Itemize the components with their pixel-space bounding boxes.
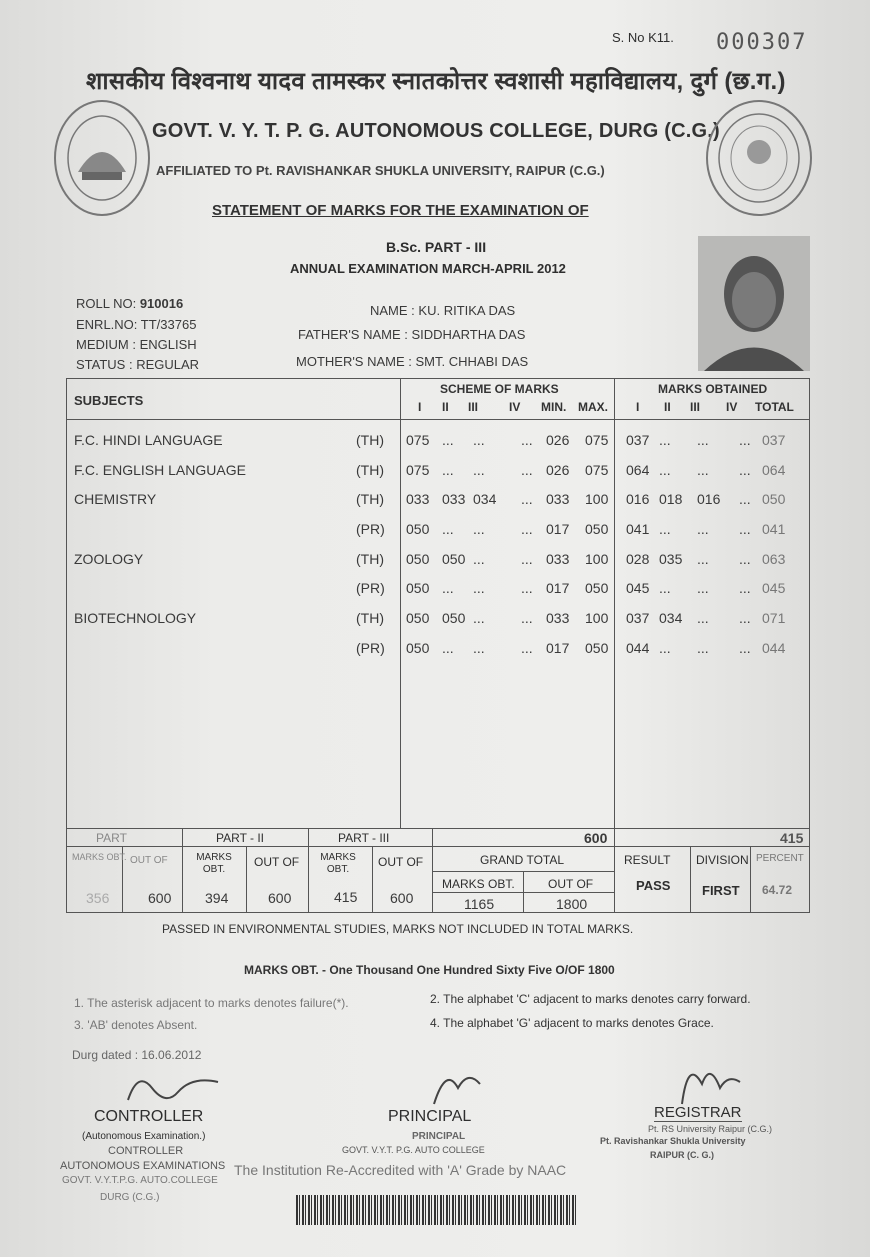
cell-obtained-3: ... [697,551,709,567]
scheme-col-2: II [442,400,449,414]
cell-scheme-3: ... [473,640,485,656]
controller-stamp-line-1: CONTROLLER [108,1145,184,1157]
p3-out-header: OUT OF [378,855,424,869]
medium-value: ENGLISH [139,337,197,352]
naac-accreditation: The Institution Re-Accredited with 'A' Grade by NAAC [234,1162,567,1178]
cell-type: (TH) [356,610,384,626]
cell-scheme-4: ... [521,640,533,656]
cell-scheme-4: ... [521,580,533,596]
hindi-title: शासकीय विश्वनाथ यादव तामस्कर स्नातकोत्तर स्वशासी महाविद्यालय, दुर्ग (छ.ग.) [86,68,786,95]
cell-obtained-4: ... [739,462,751,478]
result-label: RESULT [624,853,671,867]
note-2: 2. The alphabet 'C' adjacent to marks denotes carry forward. [430,992,751,1006]
grand-out-header: OUT OF [548,877,594,891]
roll-number: 910016 [139,296,184,311]
grand-obt-header: MARKS OBT. [442,877,515,891]
scheme-col-3: III [468,400,479,414]
student-photo [698,236,810,371]
part-iii-label: PART - III [338,831,390,845]
cell-scheme-min: 026 [546,462,570,478]
cell-subject: CHEMISTRY [74,491,157,507]
cell-obtained-total-cell: 037 [762,432,786,448]
p2-obt-header: MARKS OBT. [196,852,232,875]
obtained-total: 415 [780,830,804,846]
p1-out: 600 [148,890,172,906]
registrar-stamp-line-3: RAIPUR (C. G.) [650,1150,714,1160]
p3-obt: 415 [334,889,358,905]
exam-title: ANNUAL EXAMINATION MARCH-APRIL 2012 [290,261,566,276]
cell-scheme-2: ... [442,462,454,478]
cell-scheme-max: 075 [585,432,609,448]
father-name: SIDDHARTHA DAS [411,327,526,342]
mother-label: MOTHER'S NAME : [296,354,412,369]
affiliation: AFFILIATED TO Pt. RAVISHANKAR SHUKLA UNIVERSITY, RAIPUR (C.G.) [156,163,605,178]
p3-out: 600 [390,890,414,906]
cell-obtained-4: ... [739,432,751,448]
registrar-stamp-line-2: Pt. Ravishankar Shukla University [600,1136,746,1146]
cell-scheme-min: 026 [546,432,570,448]
cell-scheme-3: ... [473,432,485,448]
p1-out-header: OUT OF [130,855,168,866]
cell-scheme-2: ... [442,580,454,596]
obtained-col-2: II [664,400,671,414]
division-label: DIVISION [696,853,749,867]
cell-scheme-4: ... [521,551,533,567]
cell-obtained-1: 037 [626,432,650,448]
cell-scheme-2: 033 [442,491,466,507]
principal-signature [428,1064,488,1110]
cell-obtained-2: ... [659,462,671,478]
note-1: 1. The asterisk adjacent to marks denotes failure(*). [74,996,349,1010]
cell-scheme-1: 050 [406,610,430,626]
cell-scheme-4: ... [521,521,533,537]
cell-scheme-3: ... [473,462,485,478]
part-ii-label: PART - II [216,831,265,845]
cell-scheme-4: ... [521,610,533,626]
status-label: STATUS : [76,357,133,372]
cell-obtained-1: 044 [626,640,650,656]
cell-scheme-2: 050 [442,551,466,567]
mother-name: SMT. CHHABI DAS [415,354,529,369]
cell-scheme-max: 050 [585,640,609,656]
p1-obt-header: MARKS OBT. [72,852,127,862]
cell-scheme-3: ... [473,551,485,567]
cell-subject: F.C. HINDI LANGUAGE [74,432,223,448]
cell-obtained-total-cell: 044 [762,640,786,656]
percent-value: 64.72 [762,883,793,897]
cell-scheme-min: 033 [546,551,570,567]
cell-obtained-total-cell: 050 [762,491,786,507]
note-4: 4. The alphabet 'G' adjacent to marks denotes Grace. [430,1016,714,1030]
student-name: KU. RITIKA DAS [418,303,516,318]
cell-type: (TH) [356,551,384,567]
cell-obtained-1: 028 [626,551,650,567]
scheme-col-max: MAX. [578,400,608,414]
cell-type: (TH) [356,432,384,448]
cell-scheme-1: 050 [406,551,430,567]
cell-obtained-1: 045 [626,580,650,596]
cell-obtained-1: 041 [626,521,650,537]
cell-scheme-max: 050 [585,580,609,596]
cell-type: (PR) [356,640,385,656]
cell-obtained-3: ... [697,462,709,478]
serial-number: 000307 [716,30,808,55]
enrl-number: TT/33765 [140,317,197,332]
cell-scheme-min: 017 [546,580,570,596]
cell-type: (TH) [356,491,384,507]
cell-obtained-2: ... [659,521,671,537]
cell-obtained-2: 034 [659,610,683,626]
cell-type: (PR) [356,580,385,596]
cell-subject: BIOTECHNOLOGY [74,610,197,626]
cell-scheme-3: 034 [473,491,497,507]
college-seal-left [54,100,150,216]
cell-obtained-total-cell: 041 [762,521,786,537]
cell-obtained-2: 018 [659,491,683,507]
issue-date: Durg dated : 16.06.2012 [72,1048,202,1062]
cell-scheme-max: 100 [585,610,609,626]
cell-obtained-1: 064 [626,462,650,478]
cell-scheme-2: 050 [442,610,466,626]
cell-scheme-3: ... [473,521,485,537]
cell-type: (TH) [356,462,384,478]
cell-obtained-4: ... [739,551,751,567]
result-value: PASS [636,878,671,893]
subjects-header: SUBJECTS [74,393,144,408]
scheme-header: SCHEME OF MARKS [440,382,559,396]
principal-stamp-line-1: PRINCIPAL [412,1131,466,1142]
father-label: FATHER'S NAME : [298,327,408,342]
p2-obt: 394 [205,890,229,906]
name-label: NAME : [370,303,415,318]
cell-obtained-2: ... [659,432,671,448]
controller-title: CONTROLLER [94,1108,204,1125]
cell-obtained-total-cell: 071 [762,610,786,626]
cell-obtained-1: 037 [626,610,650,626]
cell-scheme-2: ... [442,640,454,656]
cell-obtained-4: ... [739,640,751,656]
p3-obt-header: MARKS OBT. [320,852,356,875]
statement-title: STATEMENT OF MARKS FOR THE EXAMINATION OF [212,202,589,219]
cell-scheme-min: 033 [546,610,570,626]
obtained-col-4: IV [726,400,738,414]
cell-scheme-2: ... [442,521,454,537]
division-value: FIRST [702,883,740,898]
cell-obtained-2: ... [659,580,671,596]
cell-obtained-3: ... [697,610,709,626]
cell-type: (PR) [356,521,385,537]
cell-scheme-3: ... [473,610,485,626]
cell-scheme-max: 050 [585,521,609,537]
cell-scheme-4: ... [521,432,533,448]
registrar-stamp-line-1: Pt. RS University Raipur (C.G.) [648,1124,773,1134]
cell-obtained-total-cell: 064 [762,462,786,478]
note-3: 3. 'AB' denotes Absent. [74,1018,198,1032]
university-seal-right [706,100,812,216]
cell-scheme-min: 017 [546,521,570,537]
cell-scheme-4: ... [521,462,533,478]
controller-subtitle: (Autonomous Examination.) [82,1131,206,1142]
p1-obt: 356 [86,890,110,906]
cell-obtained-3: 016 [697,491,721,507]
cell-scheme-2: ... [442,432,454,448]
cell-scheme-max: 075 [585,462,609,478]
cell-scheme-1: 075 [406,462,430,478]
scheme-total: 600 [584,830,608,846]
cell-subject: F.C. ENGLISH LANGUAGE [74,462,246,478]
part-i-label: PART [96,831,127,845]
controller-stamp-line-3: GOVT. V.Y.T.P.G. AUTO.COLLEGE [62,1175,218,1186]
cell-scheme-1: 050 [406,640,430,656]
cell-scheme-4: ... [521,491,533,507]
course-title: B.Sc. PART - III [386,239,487,255]
status-value: REGULAR [136,357,200,372]
cell-scheme-1: 033 [406,491,430,507]
registrar-title: REGISTRAR [654,1104,742,1121]
controller-stamp-line-2: AUTONOMOUS EXAMINATIONS [60,1160,226,1172]
cell-obtained-3: ... [697,432,709,448]
obtained-col-3: III [690,400,701,414]
barcode [296,1195,578,1225]
cell-obtained-total-cell: 063 [762,551,786,567]
cell-obtained-4: ... [739,491,751,507]
obtained-header: MARKS OBTAINED [658,382,768,396]
controller-stamp-line-4: DURG (C.G.) [100,1192,160,1203]
medium-label: MEDIUM : [76,337,136,352]
cell-obtained-4: ... [739,521,751,537]
grand-total-label: GRAND TOTAL [480,853,565,867]
cell-subject: ZOOLOGY [74,551,144,567]
grand-obt: 1165 [464,896,495,912]
college-name: GOVT. V. Y. T. P. G. AUTONOMOUS COLLEGE, DURG (C.G.) [152,120,720,142]
grand-out: 1800 [556,896,588,912]
cell-scheme-1: 050 [406,580,430,596]
env-note: PASSED IN ENVIRONMENTAL STUDIES, MARKS NOT INCLUDED IN TOTAL MARKS. [162,922,634,936]
principal-stamp-line-2: GOVT. V.Y.T. P.G. AUTO COLLEGE [342,1145,485,1155]
principal-title: PRINCIPAL [388,1108,472,1125]
obtained-col-total: TOTAL [755,400,794,414]
enrl-label: ENRL.NO: [76,317,138,332]
p2-out-header: OUT OF [254,855,300,869]
roll-label: ROLL NO: [76,296,137,311]
scheme-col-min: MIN. [541,400,567,414]
cell-obtained-3: ... [697,640,709,656]
cell-obtained-3: ... [697,580,709,596]
cell-obtained-2: 035 [659,551,683,567]
registrar-signature [668,1054,748,1110]
marks-in-words: MARKS OBT. - One Thousand One Hundred Sixty Five O/OF 1800 [244,963,615,977]
scheme-col-1: I [418,400,422,414]
cell-obtained-total-cell: 045 [762,580,786,596]
cell-scheme-max: 100 [585,491,609,507]
cell-obtained-4: ... [739,610,751,626]
cell-scheme-min: 033 [546,491,570,507]
obtained-col-1: I [636,400,640,414]
cell-obtained-2: ... [659,640,671,656]
cell-obtained-4: ... [739,580,751,596]
cell-scheme-max: 100 [585,551,609,567]
cell-obtained-3: ... [697,521,709,537]
serial-label: S. No K11. [612,30,674,45]
cell-scheme-1: 050 [406,521,430,537]
percent-label: PERCENT [756,853,804,864]
cell-scheme-1: 075 [406,432,430,448]
cell-scheme-3: ... [473,580,485,596]
scheme-col-4: IV [509,400,521,414]
cell-scheme-min: 017 [546,640,570,656]
controller-signature [118,1066,228,1110]
p2-out: 600 [268,890,292,906]
cell-obtained-1: 016 [626,491,650,507]
